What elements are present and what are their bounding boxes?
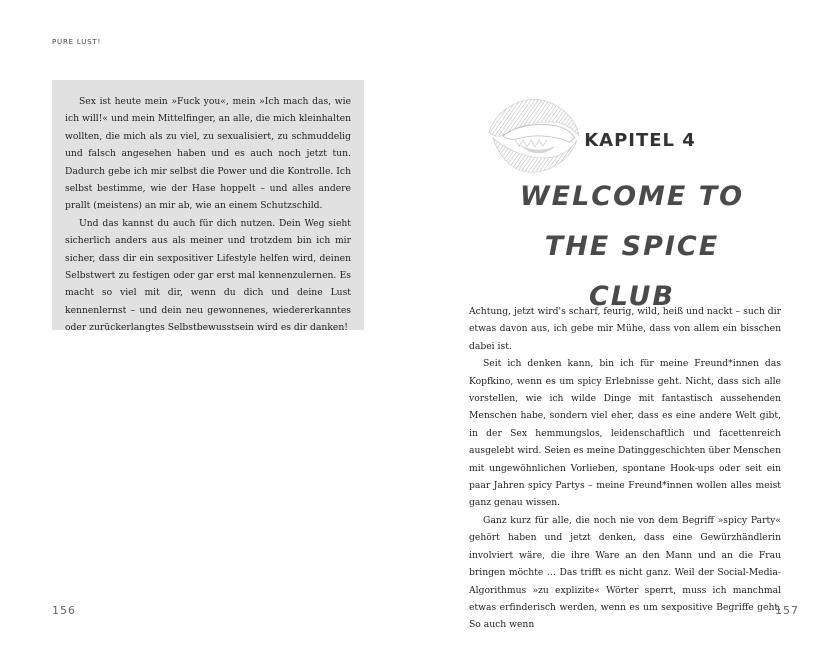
chapter-label: KAPITEL 4 bbox=[584, 130, 696, 151]
left-page bbox=[0, 0, 416, 648]
right-page bbox=[417, 0, 833, 648]
body-paragraph-2: Seit ich denken kann, bin ich für meine Freund*innen das Kopfkino, wenn es um spicy Erlebnisse geht. Nicht, dass sich alle vorstellen, wie ich wilde Dinge mit fantastisch aussehenden Menschen habe, sondern viel eher, dass es eine andere Welt gibt, in der Sex hemmungslos, leidenschaftlich und facettenreich ausgelebt wird. Seien es meine Datinggeschichten über Menschen mit ungewöhnlichen Vorlieben, spontane Hook-ups oder seit ein paar Jahren spicy Partys – meine Freund*innen wollen alles meist ganz genau wissen. bbox=[469, 358, 781, 509]
running-head: PURE LUST! bbox=[52, 38, 102, 46]
chapter-title bbox=[497, 172, 767, 322]
chapter-body bbox=[469, 303, 781, 634]
box-paragraph-2: Und das kannst du auch für dich nutzen. Dein Weg sieht sicherlich anders aus als meiner und trotzdem bin ich mir sicher, dass dir ein sexpositiver Lifestyle helfen wird, deinen Selbstwert zu festigen oder gar erst mal kennenzulernen. Es macht so viel mit dir, wenn du dich und deine Lust kennenlernst – und dein neu gewonnenes, wiedererkanntes oder zurückerlangtes Selbstbewusstsein wird es dir danken! bbox=[65, 217, 351, 334]
page-number-right: 157 bbox=[775, 604, 799, 617]
body-paragraph-1: Achtung, jetzt wird's scharf, feurig, wild, heiß und nackt – such dir etwas davon aus, ich gebe mir Mühe, dass von allem ein bisschen dabei ist. bbox=[469, 306, 781, 352]
page-number-left: 156 bbox=[52, 604, 76, 617]
chapter-title-line-2: THE SPICE CLUB bbox=[544, 231, 720, 312]
body-paragraph-3: Ganz kurz für alle, die noch nie von dem Begriff »spicy Party« gehört haben und jetzt denken, dass eine Gewürzhändlerin involviert wäre, die ihre Ware an den Mann und an die Frau bringen möchte … Das trifft es nicht ganz. Weil der Social-Media-Algorithmus »zu explizite« Wörter sperrt, muss ich manchmal etwas erfinderisch werden, wenn es um sexpositive Begriffe geht. So auch wenn bbox=[469, 514, 781, 631]
chapter-title-line-1: WELCOME TO bbox=[519, 181, 745, 212]
box-paragraph-1: Sex ist heute mein »Fuck you«, mein »Ich mach das, wie ich will!« und mein Mittelfinger, an alle, die mich kleinhalten wollten, die mich als zu viel, zu sexualisiert, zu schmuddelig und falsch angesehen haben und es auch noch jetzt tun. Dadurch gebe ich mir selbst die Power und die Kontrolle. Ich selbst bestimme, wie der Hase hoppelt – und alles andere prallt (meistens) an mir ab, wie an einem Schutzschild. bbox=[65, 96, 351, 212]
highlight-box bbox=[52, 80, 364, 334]
